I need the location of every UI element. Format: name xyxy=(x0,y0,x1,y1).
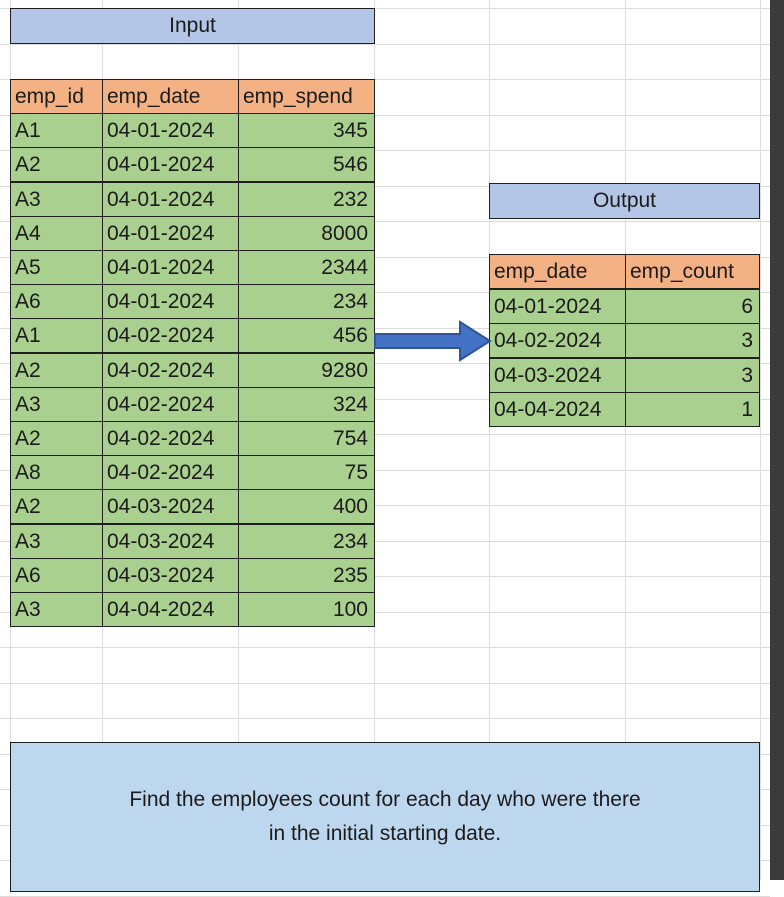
input-cell[interactable]: A3 xyxy=(10,182,103,217)
gridline-horizontal xyxy=(0,683,770,684)
output-cell[interactable]: 3 xyxy=(625,323,760,358)
input-cell[interactable]: 324 xyxy=(238,387,375,422)
instruction-line-1: Find the employees count for each day who were there xyxy=(129,788,641,811)
input-cell[interactable]: 04-02-2024 xyxy=(102,353,239,388)
input-cell[interactable]: 04-01-2024 xyxy=(102,216,239,251)
output-cell[interactable]: 04-02-2024 xyxy=(489,323,626,358)
input-cell[interactable]: 235 xyxy=(238,558,375,593)
input-cell[interactable]: 04-02-2024 xyxy=(102,387,239,422)
output-cell[interactable]: 6 xyxy=(625,289,760,324)
input-cell[interactable]: A3 xyxy=(10,592,103,627)
right-arrow-icon xyxy=(374,320,492,362)
output-title-banner[interactable] xyxy=(489,183,760,219)
input-cell[interactable]: A2 xyxy=(10,421,103,456)
input-cell[interactable]: 234 xyxy=(238,524,375,559)
input-cell[interactable]: 04-03-2024 xyxy=(102,489,239,524)
input-cell[interactable]: A1 xyxy=(10,113,103,148)
output-header-emp-count[interactable]: emp_count xyxy=(625,254,760,289)
input-cell[interactable]: 234 xyxy=(238,284,375,319)
input-cell[interactable]: A2 xyxy=(10,353,103,388)
input-cell[interactable]: 04-03-2024 xyxy=(102,524,239,559)
gridline-horizontal xyxy=(0,718,770,719)
input-cell[interactable]: 04-01-2024 xyxy=(102,182,239,217)
output-cell[interactable]: 1 xyxy=(625,392,760,427)
input-cell[interactable]: 04-02-2024 xyxy=(102,455,239,490)
input-cell[interactable]: 04-01-2024 xyxy=(102,284,239,319)
input-cell[interactable]: A1 xyxy=(10,318,103,353)
input-cell[interactable]: 04-01-2024 xyxy=(102,147,239,182)
input-cell[interactable]: 2344 xyxy=(238,250,375,285)
input-cell[interactable]: 9280 xyxy=(238,353,375,388)
gridline-horizontal xyxy=(0,647,770,648)
input-cell[interactable]: 345 xyxy=(238,113,375,148)
input-cell[interactable]: 232 xyxy=(238,182,375,217)
instruction-line-2: in the initial starting date. xyxy=(268,822,502,845)
input-cell[interactable]: A5 xyxy=(10,250,103,285)
input-cell[interactable]: 754 xyxy=(238,421,375,456)
input-cell[interactable]: A4 xyxy=(10,216,103,251)
input-cell[interactable]: 04-02-2024 xyxy=(102,318,239,353)
input-cell[interactable]: 04-04-2024 xyxy=(102,592,239,627)
output-title: Output xyxy=(592,189,657,212)
input-title-banner[interactable] xyxy=(10,8,375,44)
output-cell[interactable]: 04-01-2024 xyxy=(489,289,626,324)
input-header-emp-id[interactable]: emp_id xyxy=(10,79,103,114)
input-cell[interactable]: A3 xyxy=(10,387,103,422)
input-title: Input xyxy=(169,14,216,37)
instruction-note[interactable] xyxy=(10,742,760,892)
gridline-vertical xyxy=(760,0,761,880)
output-cell[interactable]: 04-04-2024 xyxy=(489,392,626,427)
input-cell[interactable]: A2 xyxy=(10,489,103,524)
gridline-horizontal xyxy=(0,44,770,45)
output-cell[interactable]: 3 xyxy=(625,358,760,393)
input-cell[interactable]: 04-01-2024 xyxy=(102,113,239,148)
input-cell[interactable]: 04-02-2024 xyxy=(102,421,239,456)
input-cell[interactable]: 04-03-2024 xyxy=(102,558,239,593)
input-cell[interactable]: A8 xyxy=(10,455,103,490)
window-edge xyxy=(770,0,784,880)
output-cell[interactable]: 04-03-2024 xyxy=(489,358,626,393)
input-cell[interactable]: 546 xyxy=(238,147,375,182)
input-cell[interactable]: A2 xyxy=(10,147,103,182)
input-cell[interactable]: A6 xyxy=(10,284,103,319)
input-cell[interactable]: 456 xyxy=(238,318,375,353)
input-cell[interactable]: 04-01-2024 xyxy=(102,250,239,285)
input-cell[interactable]: 8000 xyxy=(238,216,375,251)
input-cell[interactable]: 100 xyxy=(238,592,375,627)
output-header-emp-date[interactable]: emp_date xyxy=(489,254,626,289)
input-header-emp-spend[interactable]: emp_spend xyxy=(238,79,375,114)
input-cell[interactable]: A3 xyxy=(10,524,103,559)
input-cell[interactable]: A6 xyxy=(10,558,103,593)
input-header-emp-date[interactable]: emp_date xyxy=(102,79,239,114)
input-cell[interactable]: 400 xyxy=(238,489,375,524)
input-cell[interactable]: 75 xyxy=(238,455,375,490)
